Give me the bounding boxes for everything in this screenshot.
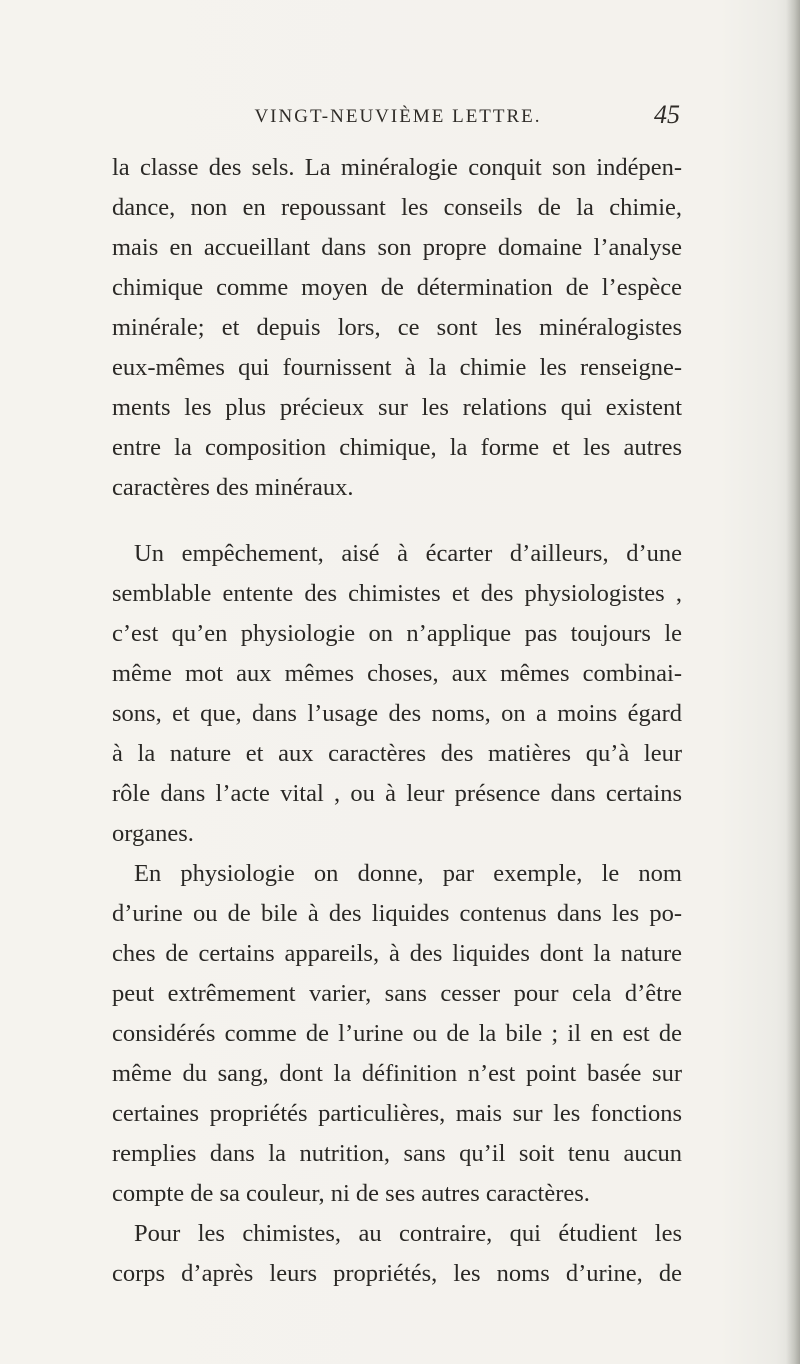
body-text — [112, 148, 682, 1294]
page-edge-shadow — [786, 0, 800, 1364]
text-line: même mot aux mêmes choses, aux mêmes combinai- — [112, 660, 682, 687]
text-line: chimique comme moyen de détermination de l’espèce — [112, 274, 682, 301]
text-line: certaines propriétés particulières, mais sur les fonctions — [112, 1100, 682, 1127]
text-line: c’est qu’en physiologie on n’applique pas toujours le — [112, 620, 682, 647]
text-line: caractères des minéraux. — [112, 474, 354, 501]
text-line: remplies dans la nutrition, sans qu’il soit tenu aucun — [112, 1140, 682, 1167]
text-line: corps d’après leurs propriétés, les noms d’urine, de — [112, 1260, 682, 1287]
running-head — [116, 100, 680, 140]
text-line: semblable entente des chimistes et des physiologistes , — [112, 580, 682, 607]
text-line: rôle dans l’acte vital , ou à leur présence dans certains — [112, 780, 682, 807]
text-line: dance, non en repoussant les conseils de la chimie, — [112, 194, 682, 221]
page-number: 45 — [654, 100, 680, 129]
text-line: Pour les chimistes, au contraire, qui étudient les — [134, 1220, 682, 1247]
text-line: entre la composition chimique, la forme et les autres — [112, 434, 682, 461]
text-line: En physiologie on donne, par exemple, le nom — [134, 860, 682, 887]
text-line: ches de certains appareils, à des liquides dont la nature — [112, 940, 682, 967]
text-line: mais en accueillant dans son propre domaine l’analyse — [112, 234, 682, 261]
text-line: minérale; et depuis lors, ce sont les minéralogistes — [112, 314, 682, 341]
paragraph-gap — [112, 508, 682, 534]
text-line: d’urine ou de bile à des liquides contenus dans les po- — [112, 900, 682, 927]
text-line: peut extrêmement varier, sans cesser pour cela d’être — [112, 980, 682, 1007]
text-line: eux-mêmes qui fournissent à la chimie les renseigne- — [112, 354, 682, 381]
text-line: Un empêchement, aisé à écarter d’ailleurs, d’une — [134, 540, 682, 567]
text-line: sons, et que, dans l’usage des noms, on a moins égard — [112, 700, 682, 727]
text-line: compte de sa couleur, ni de ses autres caractères. — [112, 1180, 590, 1207]
text-line: la classe des sels. La minéralogie conquit son indépen- — [112, 154, 682, 181]
text-line: même du sang, dont la définition n’est point basée sur — [112, 1060, 682, 1087]
running-title: VINGT-NEUVIÈME LETTRE. — [254, 106, 542, 127]
text-line: à la nature et aux caractères des matières qu’à leur — [112, 740, 682, 767]
text-line: ments les plus précieux sur les relations qui existent — [112, 394, 682, 421]
text-line: considérés comme de l’urine ou de la bile ; il en est de — [112, 1020, 682, 1047]
text-line: organes. — [112, 820, 194, 847]
